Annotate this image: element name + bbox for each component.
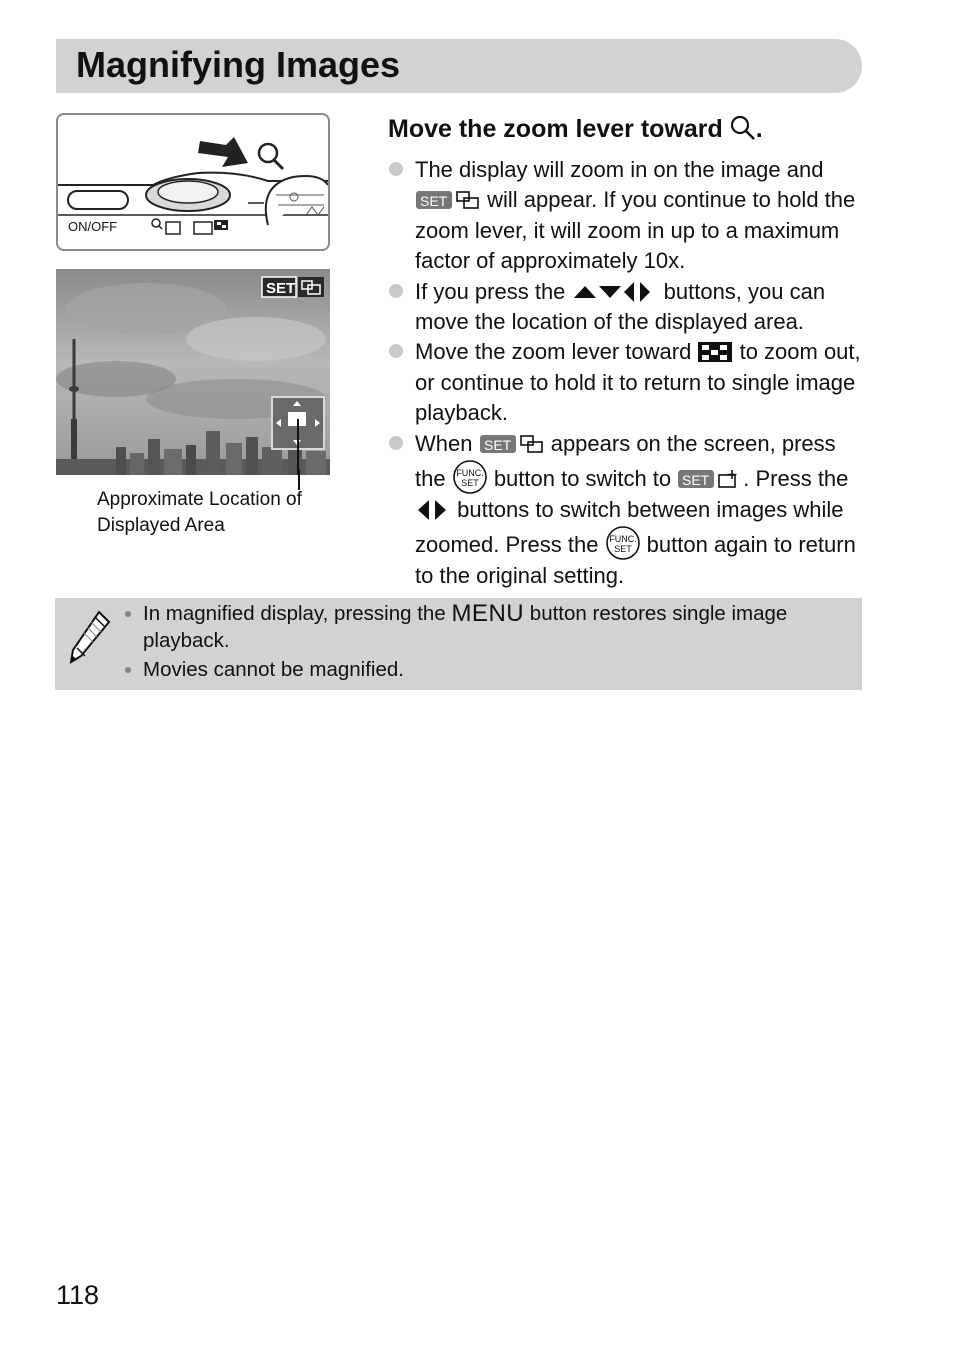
- note-bullet-dot: [125, 611, 131, 617]
- camera-top-drawing: [58, 115, 328, 249]
- index-zoom-icon: [697, 341, 733, 363]
- note-box: [55, 598, 862, 690]
- arrow-buttons-icon: [572, 281, 658, 303]
- onoff-label: ON/OFF: [68, 219, 118, 234]
- svg-text:SET: SET: [460, 478, 479, 489]
- note-item: Movies cannot be magnified.: [125, 656, 850, 683]
- note-list: [125, 600, 850, 683]
- list-item: If you press the buttons, you can move the location of the displayed area.: [388, 277, 863, 338]
- svg-text:SET: SET: [613, 544, 632, 555]
- note-bullet-dot: [125, 667, 131, 673]
- bullet-dot: [389, 344, 403, 358]
- step-heading: [388, 112, 763, 146]
- set-magnify-icon: [479, 433, 545, 455]
- caption-line-1: Approximate Location of: [97, 489, 302, 510]
- list-item: Move the zoom lever toward to zoom out, or continue to hold it to return to single image playback.: [388, 337, 863, 428]
- set-badge: SET: [266, 280, 296, 297]
- svg-text:FUNC.: FUNC.: [608, 534, 637, 545]
- title-band: [56, 39, 862, 93]
- bullet-dot: [389, 284, 403, 298]
- left-right-buttons-icon: [415, 499, 451, 521]
- note-item: In magnified display, pressing the MENU button restores single image playback.: [125, 600, 850, 654]
- figure-caption: [97, 487, 337, 539]
- svg-text:SET: SET: [483, 436, 511, 453]
- page-number: 118: [56, 1280, 100, 1310]
- step-heading-end: .: [755, 115, 763, 143]
- svg-text:FUNC.: FUNC.: [455, 468, 484, 479]
- zoom-direction-arrow-icon: [198, 137, 248, 167]
- magnifier-icon: [259, 144, 277, 162]
- list-item: The display will zoom in on the image and SET will appear. If you continue to hold the zoom lever, it will zoom in up to a maximum factor of approximately 10x.: [388, 155, 863, 277]
- camera-zoom-lever-illustration: [56, 113, 330, 251]
- func-set-button-icon: [605, 525, 641, 561]
- menu-button-label: MENU: [451, 600, 525, 627]
- page-title: Magnifying Images: [76, 44, 401, 85]
- magnifier-icon: [730, 115, 756, 141]
- bullet-dot: [389, 162, 403, 176]
- svg-text:SET: SET: [682, 472, 710, 489]
- city-skyline-image: [56, 269, 330, 475]
- func-set-button-icon: [452, 459, 488, 495]
- pencil-icon: [67, 608, 111, 666]
- magnified-photo: [56, 269, 330, 475]
- caption-line-2: Displayed Area: [97, 515, 225, 536]
- set-magnify-icon: [415, 189, 481, 211]
- svg-text:SET: SET: [420, 193, 448, 210]
- step-heading-text: Move the zoom lever toward: [388, 115, 723, 143]
- list-item: When SET appears on the screen, press the FUNC. SET button to switch to SET . Press the buttons to switch between images while zoomed. Press the FUNC. SET button again to return to the original setting.: [388, 429, 863, 592]
- instruction-list: [388, 155, 863, 592]
- bullet-dot: [389, 436, 403, 450]
- set-playback-icon: [677, 468, 743, 490]
